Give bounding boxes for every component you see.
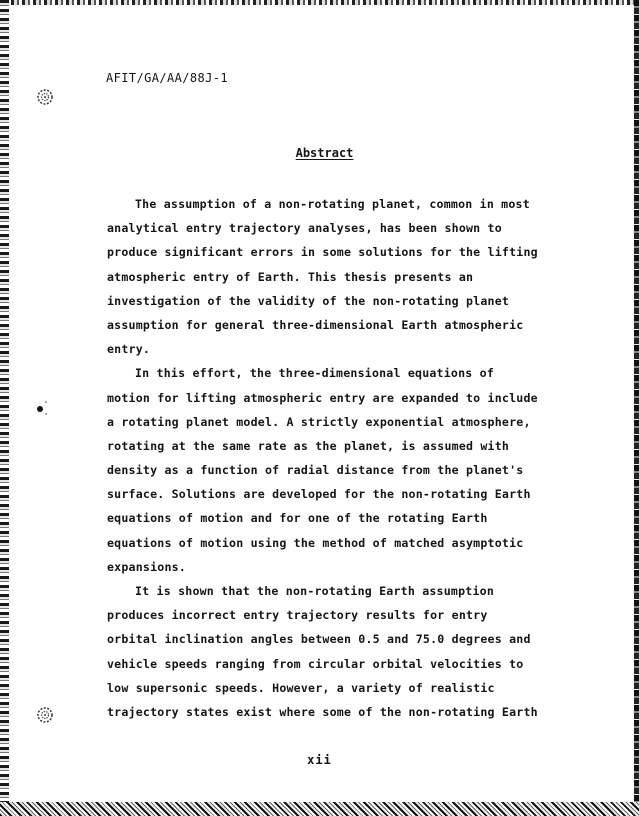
- text-line: equations of motion and for one of the rotating Earth: [107, 511, 488, 526]
- registration-marker-top-icon: [36, 88, 54, 106]
- scan-border-left: [0, 0, 9, 816]
- text-line: In this effort, the three-dimensional equations of: [135, 366, 495, 381]
- text-line: low supersonic speeds. However, a variety of realistic: [107, 680, 495, 695]
- text-line: density as a function of radial distance from the planet's: [107, 463, 524, 478]
- text-line: vehicle speeds ranging from circular orbital velocities to: [107, 656, 524, 671]
- text-line: produces incorrect entry trajectory results for entry: [107, 608, 488, 623]
- text-line: analytical entry trajectory analyses, has been shown to: [107, 221, 502, 236]
- text-line: produce significant errors in some solutions for the lifting: [107, 245, 538, 260]
- registration-marker-bottom-icon: [36, 706, 54, 724]
- text-line: rotating at the same rate as the planet, is assumed with: [107, 438, 510, 453]
- text-line: surface. Solutions are developed for the non-rotating Earth: [107, 487, 531, 502]
- report-number: AFIT/GA/AA/88J-1: [106, 71, 228, 85]
- text-line: entry.: [107, 342, 151, 357]
- scan-border-top: [0, 0, 639, 5]
- text-line: expansions.: [107, 559, 186, 574]
- text-line: trajectory states exist where some of the non-rotating Earth: [107, 704, 538, 719]
- scan-border-right: [634, 0, 639, 816]
- text-line: equations of motion using the method of matched asymptotic: [107, 535, 524, 550]
- text-line: orbital inclination angles between 0.5 and 75.0 degrees and: [107, 632, 531, 647]
- section-title: [0, 146, 639, 160]
- text-line: atmospheric entry of Earth. This thesis presents an: [107, 269, 474, 284]
- abstract-body: [107, 192, 547, 724]
- text-line: investigation of the validity of the non-rotating planet: [107, 293, 510, 308]
- bullet-dot-icon: [34, 398, 52, 416]
- text-line: It is shown that the non-rotating Earth assumption: [135, 584, 495, 598]
- text-line: a rotating planet model. A strictly exponential atmosphere,: [107, 414, 531, 429]
- text-line: The assumption of a non-rotating planet, common in most: [135, 197, 530, 211]
- scan-border-bottom: [0, 802, 639, 816]
- abstract-heading: Abstract: [295, 146, 354, 160]
- page-number: xii: [307, 753, 332, 767]
- text-line: assumption for general three-dimensional Earth atmospheric: [107, 317, 524, 332]
- text-line: motion for lifting atmospheric entry are expanded to include: [107, 390, 538, 405]
